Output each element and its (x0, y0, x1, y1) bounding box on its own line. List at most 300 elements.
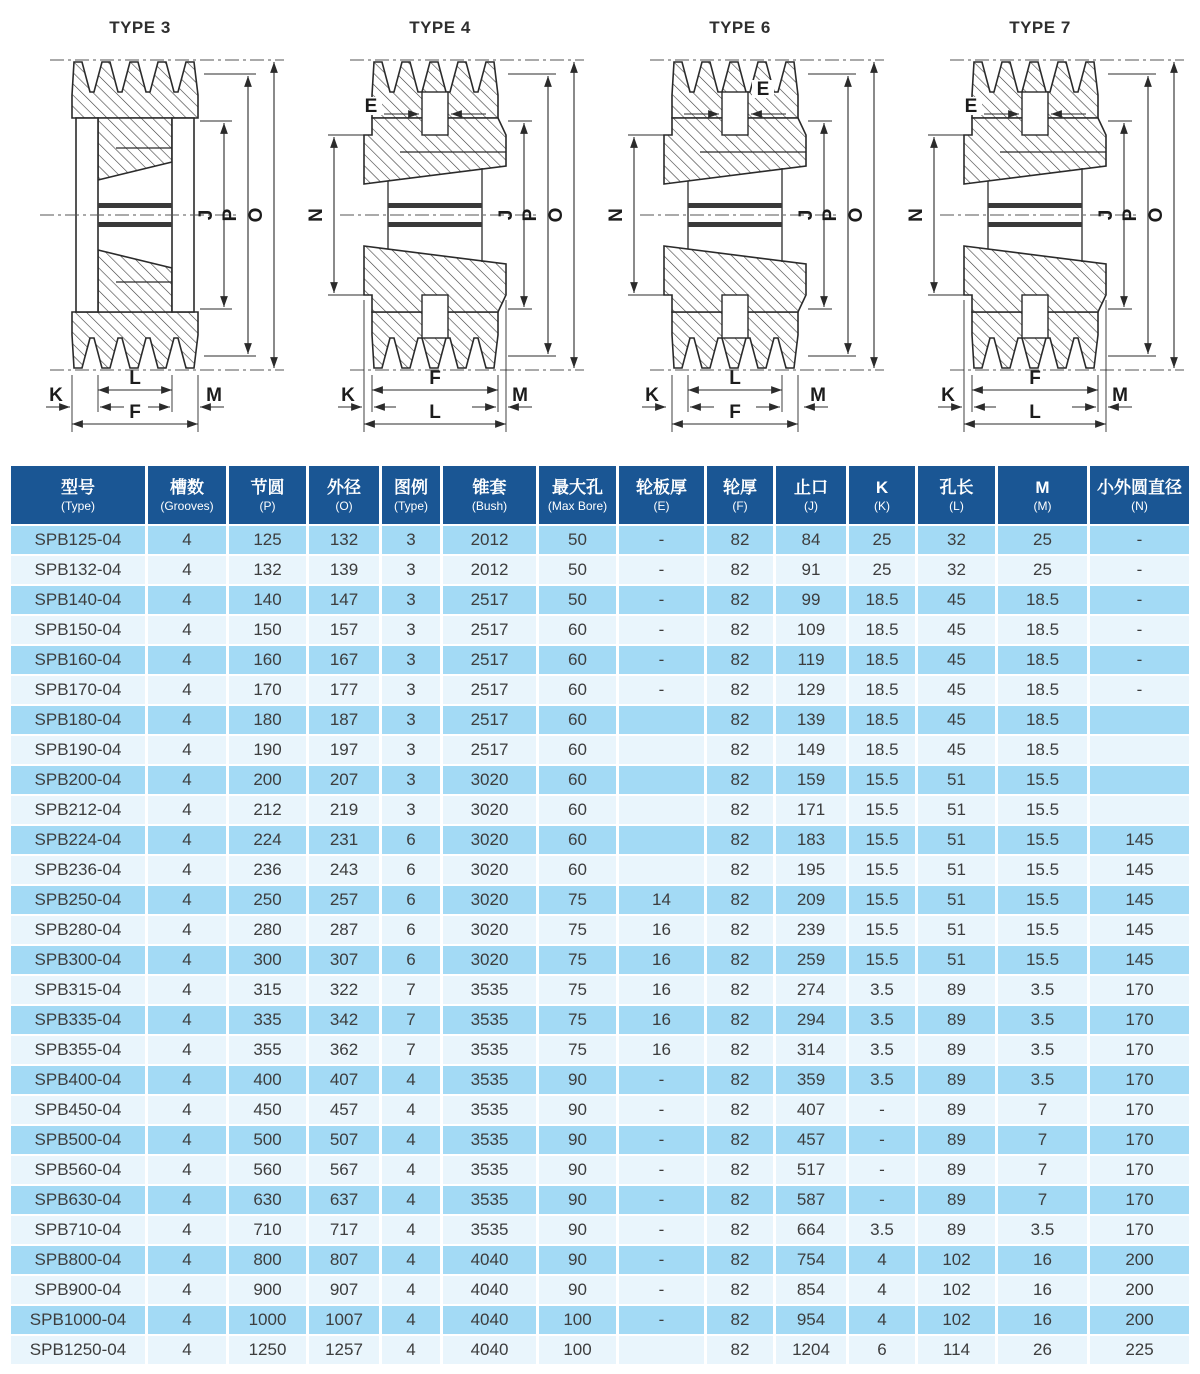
cell-e: - (619, 586, 704, 614)
cell-outer-dia: 362 (309, 1036, 379, 1064)
cell-e: 16 (619, 946, 704, 974)
cell-n: 170 (1090, 1126, 1189, 1154)
cell-n: - (1090, 616, 1189, 644)
cell-bush: 3535 (443, 1186, 536, 1214)
cell-bush: 4040 (443, 1336, 536, 1364)
dim-label-n: N (906, 208, 927, 222)
cell-f: 82 (707, 586, 773, 614)
cell-figure-type: 6 (382, 916, 440, 944)
table-row (11, 766, 1189, 794)
dim-label-p: P (820, 208, 841, 222)
column-header-en: (P) (259, 498, 276, 513)
cell-model: SPB212-04 (11, 796, 145, 824)
cell-max-bore: 90 (539, 1216, 616, 1244)
cell-model: SPB400-04 (11, 1066, 145, 1094)
table-row (11, 1156, 1189, 1184)
cell-figure-type: 3 (382, 586, 440, 614)
cell-pitch: 200 (229, 766, 306, 794)
column-header-zh: 型号 (61, 477, 95, 497)
cell-e (619, 736, 704, 764)
cell-e: - (619, 1126, 704, 1154)
cell-l: 89 (918, 1186, 995, 1214)
cell-grooves: 4 (148, 556, 226, 584)
cell-k: 6 (849, 1336, 915, 1364)
table-row (11, 856, 1189, 884)
cell-pitch: 300 (229, 946, 306, 974)
cell-k: 15.5 (849, 766, 915, 794)
cell-max-bore: 50 (539, 586, 616, 614)
cell-grooves: 4 (148, 766, 226, 794)
cell-j: 183 (776, 826, 846, 854)
cell-f: 82 (707, 1186, 773, 1214)
cell-max-bore: 60 (539, 706, 616, 734)
cell-e: - (619, 676, 704, 704)
cell-m: 15.5 (998, 796, 1087, 824)
cell-pitch: 132 (229, 556, 306, 584)
table-row (11, 586, 1189, 614)
cell-l: 51 (918, 826, 995, 854)
cell-m: 18.5 (998, 646, 1087, 674)
cell-k: 18.5 (849, 646, 915, 674)
cell-f: 82 (707, 736, 773, 764)
cell-m: 3.5 (998, 1006, 1087, 1034)
cell-e (619, 826, 704, 854)
cell-n: 170 (1090, 1186, 1189, 1214)
cell-grooves: 4 (148, 976, 226, 1004)
cell-j: 239 (776, 916, 846, 944)
column-header-zh: 轮厚 (723, 477, 757, 497)
cell-figure-type: 4 (382, 1126, 440, 1154)
cell-l: 51 (918, 796, 995, 824)
cell-m: 15.5 (998, 916, 1087, 944)
cell-outer-dia: 342 (309, 1006, 379, 1034)
cell-k: - (849, 1126, 915, 1154)
cell-outer-dia: 307 (309, 946, 379, 974)
cell-e: 16 (619, 976, 704, 1004)
cell-e: - (619, 1156, 704, 1184)
cell-k: 3.5 (849, 1036, 915, 1064)
cell-bush: 3020 (443, 886, 536, 914)
column-header-zh: 轮板厚 (636, 477, 687, 497)
table-row (11, 1006, 1189, 1034)
cell-f: 82 (707, 1276, 773, 1304)
cell-outer-dia: 507 (309, 1126, 379, 1154)
dim-label-k: K (341, 385, 355, 406)
cell-n (1090, 706, 1189, 734)
dim-label-e: E (756, 79, 770, 100)
cell-max-bore: 75 (539, 976, 616, 1004)
cell-grooves: 4 (148, 616, 226, 644)
cell-pitch: 212 (229, 796, 306, 824)
cell-bush: 2517 (443, 736, 536, 764)
cell-m: 26 (998, 1336, 1087, 1364)
cell-l: 32 (918, 556, 995, 584)
cell-l: 45 (918, 586, 995, 614)
cell-pitch: 224 (229, 826, 306, 854)
cell-model: SPB710-04 (11, 1216, 145, 1244)
cell-pitch: 335 (229, 1006, 306, 1034)
column-header-zh: 锥套 (472, 477, 507, 497)
cell-figure-type: 4 (382, 1066, 440, 1094)
column-header-en: (Max Bore) (547, 498, 608, 513)
cell-outer-dia: 1257 (309, 1336, 379, 1364)
pulley-drawing-type-3 (0, 0, 300, 462)
column-header (539, 466, 616, 524)
cell-max-bore: 50 (539, 556, 616, 584)
column-header (382, 466, 440, 524)
cell-bush: 3535 (443, 1096, 536, 1124)
table-row (11, 916, 1189, 944)
cell-pitch: 900 (229, 1276, 306, 1304)
column-header-en: (Grooves) (160, 498, 214, 513)
cell-max-bore: 60 (539, 826, 616, 854)
cell-model: SPB180-04 (11, 706, 145, 734)
cell-f: 82 (707, 766, 773, 794)
cell-pitch: 140 (229, 586, 306, 614)
pulley-diagrams (0, 0, 1200, 462)
cell-outer-dia: 197 (309, 736, 379, 764)
header-row (11, 466, 1189, 524)
spec-table-body (11, 526, 1189, 1364)
cell-j: 91 (776, 556, 846, 584)
dim-label-l: L (1029, 402, 1041, 423)
cell-outer-dia: 807 (309, 1246, 379, 1274)
cell-e: - (619, 1096, 704, 1124)
dim-label-j: J (196, 209, 217, 221)
cell-k: 15.5 (849, 946, 915, 974)
dim-label-m: M (512, 385, 528, 406)
cell-f: 82 (707, 676, 773, 704)
cell-model: SPB224-04 (11, 826, 145, 854)
column-header (918, 466, 995, 524)
cell-max-bore: 90 (539, 1096, 616, 1124)
cell-l: 45 (918, 736, 995, 764)
column-header-zh: 槽数 (170, 477, 204, 497)
cell-f: 82 (707, 1246, 773, 1274)
cell-f: 82 (707, 1066, 773, 1094)
cell-n: 170 (1090, 1036, 1189, 1064)
cell-pitch: 180 (229, 706, 306, 734)
cell-l: 89 (918, 1006, 995, 1034)
cell-l: 45 (918, 706, 995, 734)
cell-figure-type: 6 (382, 856, 440, 884)
dim-label-l: L (729, 368, 741, 389)
column-header (1090, 466, 1189, 524)
cell-figure-type: 3 (382, 736, 440, 764)
cell-j: 109 (776, 616, 846, 644)
cell-n: 170 (1090, 1006, 1189, 1034)
cell-pitch: 315 (229, 976, 306, 1004)
cell-n: 170 (1090, 976, 1189, 1004)
cell-j: 195 (776, 856, 846, 884)
table-row (11, 616, 1189, 644)
table-row (11, 886, 1189, 914)
cell-max-bore: 90 (539, 1066, 616, 1094)
column-header-zh: 最大孔 (552, 477, 603, 497)
cell-j: 664 (776, 1216, 846, 1244)
cell-grooves: 4 (148, 526, 226, 554)
dim-label-j: J (496, 209, 517, 221)
table-row (11, 976, 1189, 1004)
cell-bush: 2012 (443, 556, 536, 584)
cell-j: 149 (776, 736, 846, 764)
cell-n: 200 (1090, 1276, 1189, 1304)
cell-bush: 3535 (443, 1006, 536, 1034)
cell-grooves: 4 (148, 1216, 226, 1244)
cell-m: 3.5 (998, 1216, 1087, 1244)
cell-grooves: 4 (148, 1276, 226, 1304)
cell-bush: 4040 (443, 1276, 536, 1304)
cell-l: 51 (918, 766, 995, 794)
cell-pitch: 800 (229, 1246, 306, 1274)
table-row (11, 1036, 1189, 1064)
cell-bush: 3020 (443, 856, 536, 884)
column-header (229, 466, 306, 524)
column-header (849, 466, 915, 524)
cell-bush: 3535 (443, 1036, 536, 1064)
cell-max-bore: 100 (539, 1306, 616, 1334)
cell-model: SPB236-04 (11, 856, 145, 884)
cell-j: 954 (776, 1306, 846, 1334)
cell-bush: 3535 (443, 1126, 536, 1154)
cell-j: 274 (776, 976, 846, 1004)
cell-l: 32 (918, 526, 995, 554)
cell-l: 51 (918, 916, 995, 944)
cell-l: 89 (918, 1096, 995, 1124)
dim-label-f: F (129, 402, 141, 423)
cell-bush: 3020 (443, 796, 536, 824)
column-header-zh: 小外圆直径 (1097, 477, 1182, 497)
cell-max-bore: 75 (539, 886, 616, 914)
cell-j: 294 (776, 1006, 846, 1034)
cell-pitch: 280 (229, 916, 306, 944)
cell-e: - (619, 1216, 704, 1244)
table-row (11, 826, 1189, 854)
cell-k: - (849, 1096, 915, 1124)
cell-e: - (619, 556, 704, 584)
cell-outer-dia: 322 (309, 976, 379, 1004)
cell-n: 145 (1090, 886, 1189, 914)
cell-e: - (619, 616, 704, 644)
cell-f: 82 (707, 796, 773, 824)
cell-f: 82 (707, 1006, 773, 1034)
cell-max-bore: 75 (539, 1036, 616, 1064)
column-header-en: (N) (1131, 498, 1148, 513)
cell-grooves: 4 (148, 1126, 226, 1154)
cell-bush: 2012 (443, 526, 536, 554)
cell-model: SPB1250-04 (11, 1336, 145, 1364)
column-header (148, 466, 226, 524)
column-header (443, 466, 536, 524)
cell-outer-dia: 407 (309, 1066, 379, 1094)
cell-outer-dia: 243 (309, 856, 379, 884)
cell-outer-dia: 207 (309, 766, 379, 794)
cell-max-bore: 90 (539, 1156, 616, 1184)
cell-k: 18.5 (849, 676, 915, 704)
dim-label-p: P (520, 208, 541, 222)
cell-outer-dia: 147 (309, 586, 379, 614)
dim-label-k: K (49, 385, 63, 406)
cell-bush: 2517 (443, 676, 536, 704)
table-row (11, 646, 1189, 674)
cell-n: 170 (1090, 1096, 1189, 1124)
cell-n: 225 (1090, 1336, 1189, 1364)
cell-figure-type: 6 (382, 886, 440, 914)
column-header-zh: M (1035, 477, 1050, 497)
cell-figure-type: 4 (382, 1336, 440, 1364)
diagram-type-3 (0, 0, 300, 462)
cell-k: 15.5 (849, 886, 915, 914)
cell-m: 16 (998, 1246, 1087, 1274)
cell-l: 89 (918, 1126, 995, 1154)
pulley-drawing-type-4 (300, 0, 600, 462)
cell-outer-dia: 132 (309, 526, 379, 554)
cell-grooves: 4 (148, 1186, 226, 1214)
cell-k: 4 (849, 1246, 915, 1274)
cell-f: 82 (707, 886, 773, 914)
cell-grooves: 4 (148, 586, 226, 614)
cell-e: 16 (619, 1036, 704, 1064)
dim-label-o: O (546, 207, 567, 223)
cell-l: 89 (918, 976, 995, 1004)
cell-max-bore: 60 (539, 736, 616, 764)
cell-model: SPB315-04 (11, 976, 145, 1004)
cell-e: - (619, 1276, 704, 1304)
cell-j: 517 (776, 1156, 846, 1184)
cell-j: 1204 (776, 1336, 846, 1364)
column-header-en: (Type) (60, 498, 95, 513)
dim-label-o: O (1146, 207, 1167, 223)
cell-f: 82 (707, 556, 773, 584)
cell-j: 209 (776, 886, 846, 914)
cell-pitch: 710 (229, 1216, 306, 1244)
cell-m: 7 (998, 1126, 1087, 1154)
cell-m: 3.5 (998, 976, 1087, 1004)
cell-model: SPB355-04 (11, 1036, 145, 1064)
cell-e: 14 (619, 886, 704, 914)
diagram-type-4 (300, 0, 600, 462)
column-header-zh: 外径 (327, 477, 361, 497)
cell-j: 259 (776, 946, 846, 974)
cell-model: SPB1000-04 (11, 1306, 145, 1334)
cell-f: 82 (707, 1096, 773, 1124)
cell-figure-type: 3 (382, 616, 440, 644)
cell-pitch: 150 (229, 616, 306, 644)
diagram-title: TYPE 7 (1009, 18, 1071, 37)
cell-grooves: 4 (148, 1066, 226, 1094)
cell-k: 25 (849, 526, 915, 554)
cell-model: SPB190-04 (11, 736, 145, 764)
spec-table-wrap (0, 462, 1200, 1366)
cell-e (619, 796, 704, 824)
cell-max-bore: 50 (539, 526, 616, 554)
cell-k: 3.5 (849, 1216, 915, 1244)
cell-j: 99 (776, 586, 846, 614)
cell-grooves: 4 (148, 886, 226, 914)
cell-grooves: 4 (148, 1336, 226, 1364)
cell-f: 82 (707, 916, 773, 944)
cell-l: 45 (918, 676, 995, 704)
dim-label-m: M (206, 385, 222, 406)
cell-pitch: 560 (229, 1156, 306, 1184)
cell-outer-dia: 187 (309, 706, 379, 734)
column-header-en: (J) (804, 498, 818, 513)
cell-m: 15.5 (998, 856, 1087, 884)
cell-k: - (849, 1156, 915, 1184)
cell-bush: 3535 (443, 1066, 536, 1094)
cell-f: 82 (707, 1036, 773, 1064)
column-header (707, 466, 773, 524)
cell-max-bore: 60 (539, 616, 616, 644)
column-header (998, 466, 1087, 524)
cell-grooves: 4 (148, 646, 226, 674)
column-header-en: (Bush) (471, 498, 508, 513)
cell-bush: 3020 (443, 916, 536, 944)
cell-pitch: 355 (229, 1036, 306, 1064)
cell-outer-dia: 139 (309, 556, 379, 584)
cell-k: 18.5 (849, 736, 915, 764)
cell-max-bore: 90 (539, 1276, 616, 1304)
cell-figure-type: 4 (382, 1246, 440, 1274)
column-header-zh: 止口 (794, 477, 828, 497)
cell-l: 114 (918, 1336, 995, 1364)
cell-bush: 4040 (443, 1246, 536, 1274)
table-row (11, 676, 1189, 704)
cell-l: 102 (918, 1276, 995, 1304)
cell-max-bore: 60 (539, 856, 616, 884)
cell-figure-type: 7 (382, 1036, 440, 1064)
cell-figure-type: 7 (382, 1006, 440, 1034)
dim-label-j: J (1096, 209, 1117, 221)
cell-grooves: 4 (148, 946, 226, 974)
cell-l: 89 (918, 1036, 995, 1064)
dim-label-f: F (1029, 368, 1041, 389)
cell-l: 51 (918, 946, 995, 974)
cell-grooves: 4 (148, 1096, 226, 1124)
cell-figure-type: 7 (382, 976, 440, 1004)
dim-label-p: P (1120, 208, 1141, 222)
cell-e: - (619, 1066, 704, 1094)
dim-label-e: E (364, 96, 378, 117)
dim-label-f: F (429, 368, 441, 389)
cell-bush: 3535 (443, 1216, 536, 1244)
cell-figure-type: 3 (382, 556, 440, 584)
cell-m: 25 (998, 526, 1087, 554)
table-row (11, 946, 1189, 974)
cell-f: 82 (707, 856, 773, 884)
column-header-en: (E) (653, 498, 670, 513)
cell-m: 3.5 (998, 1036, 1087, 1064)
dim-label-n: N (306, 208, 327, 222)
cell-grooves: 4 (148, 1006, 226, 1034)
cell-figure-type: 3 (382, 796, 440, 824)
cell-n: - (1090, 676, 1189, 704)
cell-figure-type: 4 (382, 1186, 440, 1214)
cell-f: 82 (707, 616, 773, 644)
cell-e (619, 706, 704, 734)
cell-j: 359 (776, 1066, 846, 1094)
cell-model: SPB140-04 (11, 586, 145, 614)
cell-model: SPB560-04 (11, 1156, 145, 1184)
cell-m: 16 (998, 1306, 1087, 1334)
table-row (11, 526, 1189, 554)
cell-pitch: 1000 (229, 1306, 306, 1334)
table-row (11, 1096, 1189, 1124)
table-row (11, 1216, 1189, 1244)
cell-bush: 3020 (443, 826, 536, 854)
cell-grooves: 4 (148, 1036, 226, 1064)
cell-figure-type: 3 (382, 646, 440, 674)
